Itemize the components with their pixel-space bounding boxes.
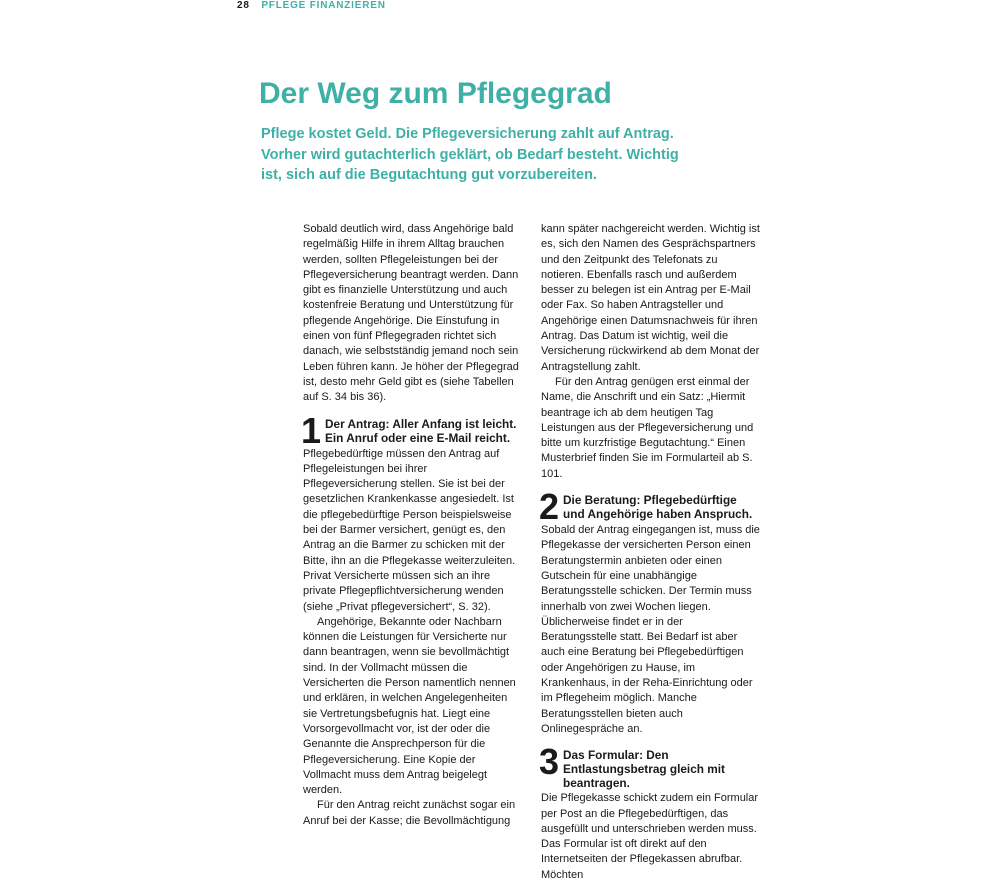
section-2-heading	[539, 486, 761, 528]
section-2-number: 2	[539, 486, 560, 528]
text-column-right	[541, 222, 761, 883]
article-title: Der Weg zum Pflegegrad	[259, 77, 612, 110]
section-1-title: Der Antrag: Aller Anfang ist leicht. Ein Anruf oder eine E-Mail reicht.	[325, 416, 517, 445]
section-1-heading	[301, 409, 523, 451]
article-lead: Pflege kostet Geld. Die Pflegeversicherung zahlt auf Antrag. Vorher wird gutachterlich geklärt, ob Bedarf besteht. Wichtig ist, sich auf die Begutachtung gut vorzubereiten.	[261, 126, 679, 183]
intro-paragraph: Sobald deutlich wird, dass Angehörige bald regelmäßig Hilfe in ihrem Alltag brauchen werden, sollten Pflegeleistungen bei der Pflegeversicherung beantragt werden. Dann gibt es finanzielle Unterstützung und auch kostenfreie Beratung und Unterstützung für pflegende Angehörige. Die Einstufung in einen von fünf Pflegegraden richtet sich danach, wie selbstständig jemand noch sein Leben führen kann. Je höher der Pflegegrad ist, desto mehr Geld gibt es (siehe Tabellen auf S. 34 bis 36).	[303, 223, 519, 404]
running-head	[237, 0, 386, 12]
section-2-title: Die Beratung: Pflegebedürftige und Angehörige haben Anspruch.	[563, 493, 753, 522]
continued-paragraph: kann später nachgereicht werden. Wichtig ist es, sich den Namen des Gesprächspartners und den Zeitpunkt des Telefonats zu notieren. Ebenfalls rasch und außerdem besser zu belegen ist ein Antrag per E-Mail oder Fax. So haben Antragsteller und Angehörige einen Datumsnachweis für ihren Antrag. Das Datum ist wichtig, weil die Versicherung rückwirkend ab dem Monat der Antragstellung zahlt.	[541, 223, 760, 373]
section-3-heading	[539, 741, 761, 791]
section-1-number: 1	[301, 409, 322, 451]
page-number: 28	[237, 0, 250, 11]
text-column-left	[303, 222, 523, 829]
section-label: PFLEGE FINANZIEREN	[261, 0, 386, 11]
section-3-paragraph: Die Pflegekasse schickt zudem ein Formular per Post an die Pflegebedürftigen, das ausgefüllt und unterschrieben werden muss. Das Formular ist oft direkt auf den Internetseiten der Pflegekassen abrufbar. Möchten	[541, 792, 759, 881]
section-1-paragraph: Angehörige, Bekannte oder Nachbarn können die Leistungen für Versicherte nur dann beantragen, wenn sie bevollmächtigt sind. In der Vollmacht müssen die Versicherten die Person namentlich nennen und erklären, in welchen Angelegenheiten sie Vertretungsbefugnis hat. Liegt eine Vorsorgevollmacht vor, ist der oder die Genannte die Ansprechperson für die Pflegeversicherung. Eine Kopie der Vollmacht muss dem Antrag beigelegt werden.	[303, 615, 516, 797]
section-1-paragraph: Für den Antrag reicht zunächst sogar ein Anruf bei der Kasse; die Bevollmächtigung	[303, 799, 516, 827]
continued-paragraph: Für den Antrag genügen erst einmal der Name, die Anschrift und ein Satz: „Hiermit beantrage ich ab dem heutigen Tag Leistungen aus der Pflegeversicherung und bitte um kurzfristige Begutachtung.“ Einen Musterbrief finden Sie im Formularteil ab S. 101.	[541, 375, 754, 480]
section-1-paragraph: Pflegebedürftige müssen den Antrag auf Pflegeleistungen bei ihrer Pflegeversicherung stellen. Sie ist bei der gesetzlichen Krankenkasse angesiedelt. Ist die pflegebedürftige Person beispielsweise bei der Barmer versichert, genügt es, den Antrag an die Barmer zu schicken mit der Bitte, ihn an die Pflegekasse weiterzuleiten. Privat Versicherte müssen sich an ihre private Pflegepflichtversicherung wenden (siehe „Privat pflegeversichert“, S. 32).	[303, 447, 516, 613]
section-3-number: 3	[539, 741, 560, 783]
section-2-paragraph: Sobald der Antrag eingegangen ist, muss die Pflegekasse der versicherten Person einen Beratungstermin anbieten oder einen Gutschein für eine unabhängige Beratungsstelle schicken. Der Termin muss innerhalb von zwei Wochen liegen. Üblicherweise findet er in der Beratungsstelle statt. Bei Bedarf ist aber auch eine Beratung bei Pflegebedürftigen oder Angehörigen zu Hause, im Krankenhaus, in der Reha-Einrichtung oder im Pflegeheim möglich. Manche Beratungsstellen bieten auch Onlinegespräche an.	[541, 524, 760, 735]
section-3-title: Das Formular: Den Entlastungsbetrag gleich mit beantragen.	[563, 748, 725, 791]
